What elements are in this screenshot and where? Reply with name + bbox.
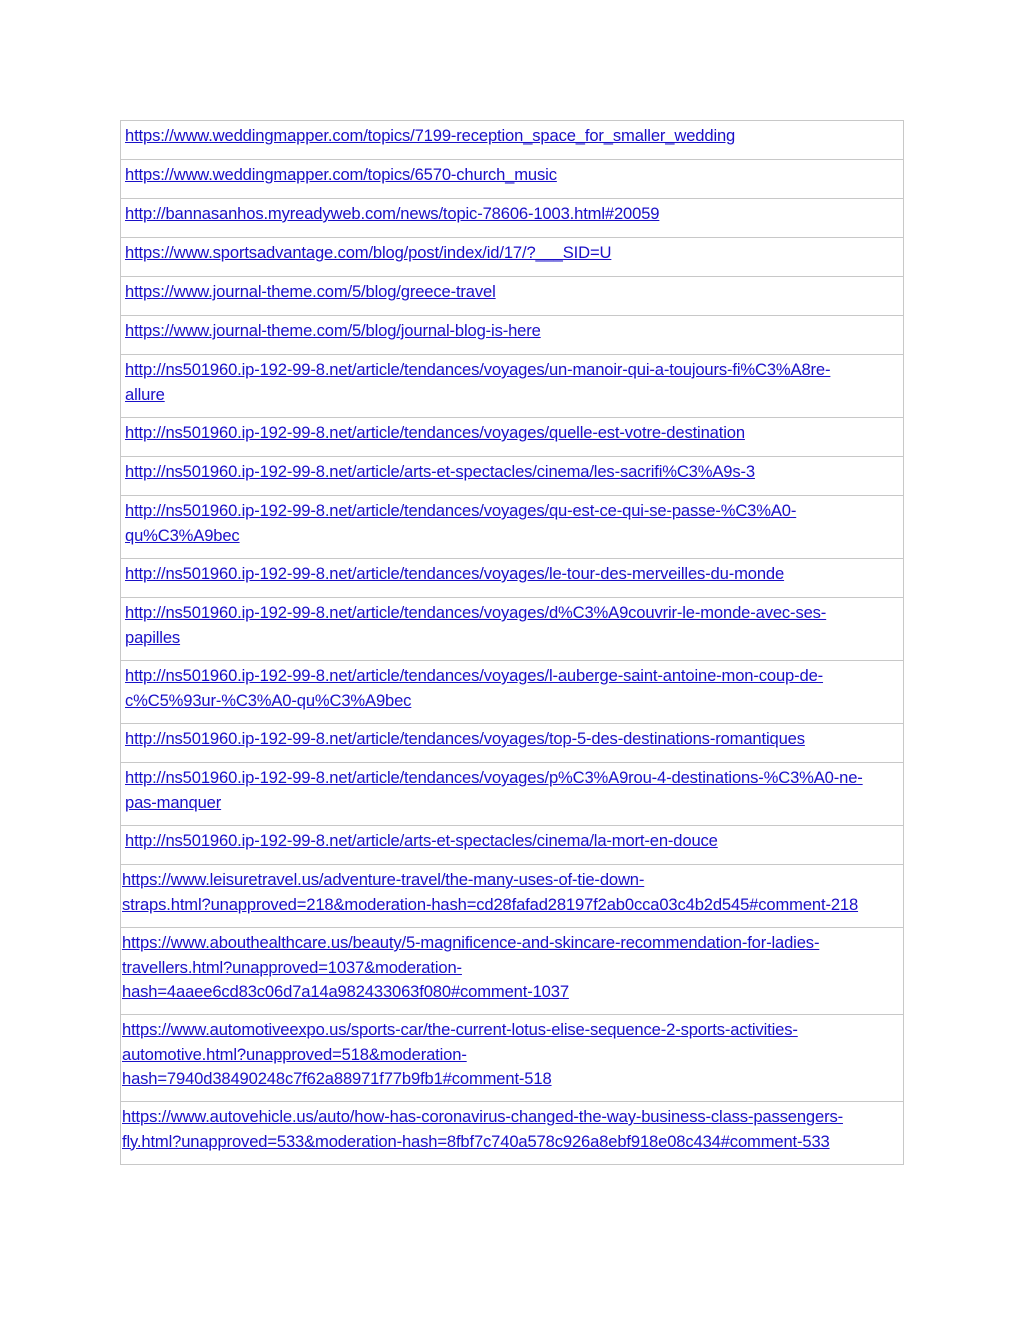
hyperlink-line[interactable]: pas-manquer <box>125 792 222 812</box>
hyperlink[interactable]: http://ns501960.ip-192-99-8.net/article/tendances/voyages/le-tour-des-merveilles-du-monde <box>125 564 785 583</box>
table-row <box>121 1102 903 1165</box>
hyperlink[interactable]: http://ns501960.ip-192-99-8.net/article/arts-et-spectacles/cinema/les-sacrifi%C3%A9s-3 <box>125 462 755 481</box>
hyperlink-line[interactable]: c%C5%93ur-%C3%A0-qu%C3%A9bec <box>125 690 412 710</box>
hyperlink[interactable]: https://www.journal-theme.com/5/blog/journal-blog-is-here <box>125 321 541 340</box>
table-row <box>121 559 903 598</box>
table-row <box>121 160 903 199</box>
table-row <box>121 865 903 928</box>
hyperlink[interactable]: http://ns501960.ip-192-99-8.net/article/tendances/voyages/quelle-est-votre-destination <box>125 423 745 442</box>
table-row <box>121 355 903 418</box>
hyperlink[interactable]: https://www.weddingmapper.com/topics/7199-reception_space_for_smaller_wedding <box>125 126 736 145</box>
hyperlink-line[interactable]: http://ns501960.ip-192-99-8.net/article/tendances/voyages/p%C3%A9rou-4-destinations-%C3%A0-ne- <box>125 768 863 787</box>
hyperlink-line[interactable]: https://www.leisuretravel.us/adventure-travel/the-many-uses-of-tie-down- <box>122 870 645 889</box>
hyperlink-line[interactable]: straps.html?unapproved=218&moderation-hash=cd28fafad28197f2ab0cca03c4b2d545#comment-218 <box>122 894 859 914</box>
table-row <box>121 121 903 160</box>
hyperlink-line[interactable]: http://ns501960.ip-192-99-8.net/article/tendances/voyages/l-auberge-saint-antoine-mon-coup-de- <box>125 666 824 685</box>
hyperlink-line[interactable]: https://www.automotiveexpo.us/sports-car/the-current-lotus-elise-sequence-2-sports-activities- <box>122 1020 798 1039</box>
table-row <box>121 763 903 826</box>
table-row <box>121 418 903 457</box>
hyperlink-line[interactable]: http://ns501960.ip-192-99-8.net/article/tendances/voyages/qu-est-ce-qui-se-passe-%C3%A0- <box>125 501 797 520</box>
table-row <box>121 238 903 277</box>
hyperlink-line[interactable]: https://www.autovehicle.us/auto/how-has-coronavirus-changed-the-way-business-class-passengers- <box>122 1107 843 1126</box>
hyperlink-line[interactable]: travellers.html?unapproved=1037&moderation- <box>122 957 462 977</box>
table-row <box>121 724 903 763</box>
hyperlink-line[interactable]: allure <box>125 384 165 404</box>
hyperlink-line[interactable]: papilles <box>125 627 181 647</box>
hyperlink-line[interactable]: fly.html?unapproved=533&moderation-hash=8fbf7c740a578c926a8ebf918e08c434#comment-533 <box>122 1131 830 1151</box>
table-row <box>121 1015 903 1102</box>
table-row <box>121 457 903 496</box>
hyperlink-line[interactable]: http://ns501960.ip-192-99-8.net/article/tendances/voyages/d%C3%A9couvrir-le-monde-avec-ses- <box>125 603 827 622</box>
hyperlink[interactable]: http://ns501960.ip-192-99-8.net/article/arts-et-spectacles/cinema/la-mort-en-douce <box>125 831 718 850</box>
hyperlink-line[interactable]: automotive.html?unapproved=518&moderation- <box>122 1044 467 1064</box>
table-row <box>121 661 903 724</box>
hyperlink-line[interactable]: http://ns501960.ip-192-99-8.net/article/tendances/voyages/un-manoir-qui-a-toujours-fi%C3%A8re- <box>125 360 831 379</box>
hyperlink-line[interactable]: qu%C3%A9bec <box>125 525 240 545</box>
hyperlink-line[interactable]: https://www.abouthealthcare.us/beauty/5-magnificence-and-skincare-recommendation-for-ladies- <box>122 933 820 952</box>
table-row <box>121 496 903 559</box>
table-row <box>121 277 903 316</box>
hyperlink[interactable]: https://www.weddingmapper.com/topics/6570-church_music <box>125 165 557 184</box>
link-table <box>120 120 904 1165</box>
hyperlink[interactable]: https://www.journal-theme.com/5/blog/greece-travel <box>125 282 496 301</box>
table-row <box>121 826 903 865</box>
table-row <box>121 928 903 1015</box>
hyperlink-line[interactable]: hash=4aaee6cd83c06d7a14a982433063f080#comment-1037 <box>122 982 569 1001</box>
table-row <box>121 199 903 238</box>
table-row <box>121 598 903 661</box>
table-row <box>121 316 903 355</box>
hyperlink-line[interactable]: hash=7940d38490248c7f62a88971f77b9fb1#comment-518 <box>122 1069 552 1088</box>
hyperlink[interactable]: http://ns501960.ip-192-99-8.net/article/tendances/voyages/top-5-des-destinations-romantiques <box>125 729 805 748</box>
hyperlink[interactable]: https://www.sportsadvantage.com/blog/post/index/id/17/?___SID=U <box>125 243 612 262</box>
hyperlink[interactable]: http://bannasanhos.myreadyweb.com/news/topic-78606-1003.html#20059 <box>125 204 660 223</box>
